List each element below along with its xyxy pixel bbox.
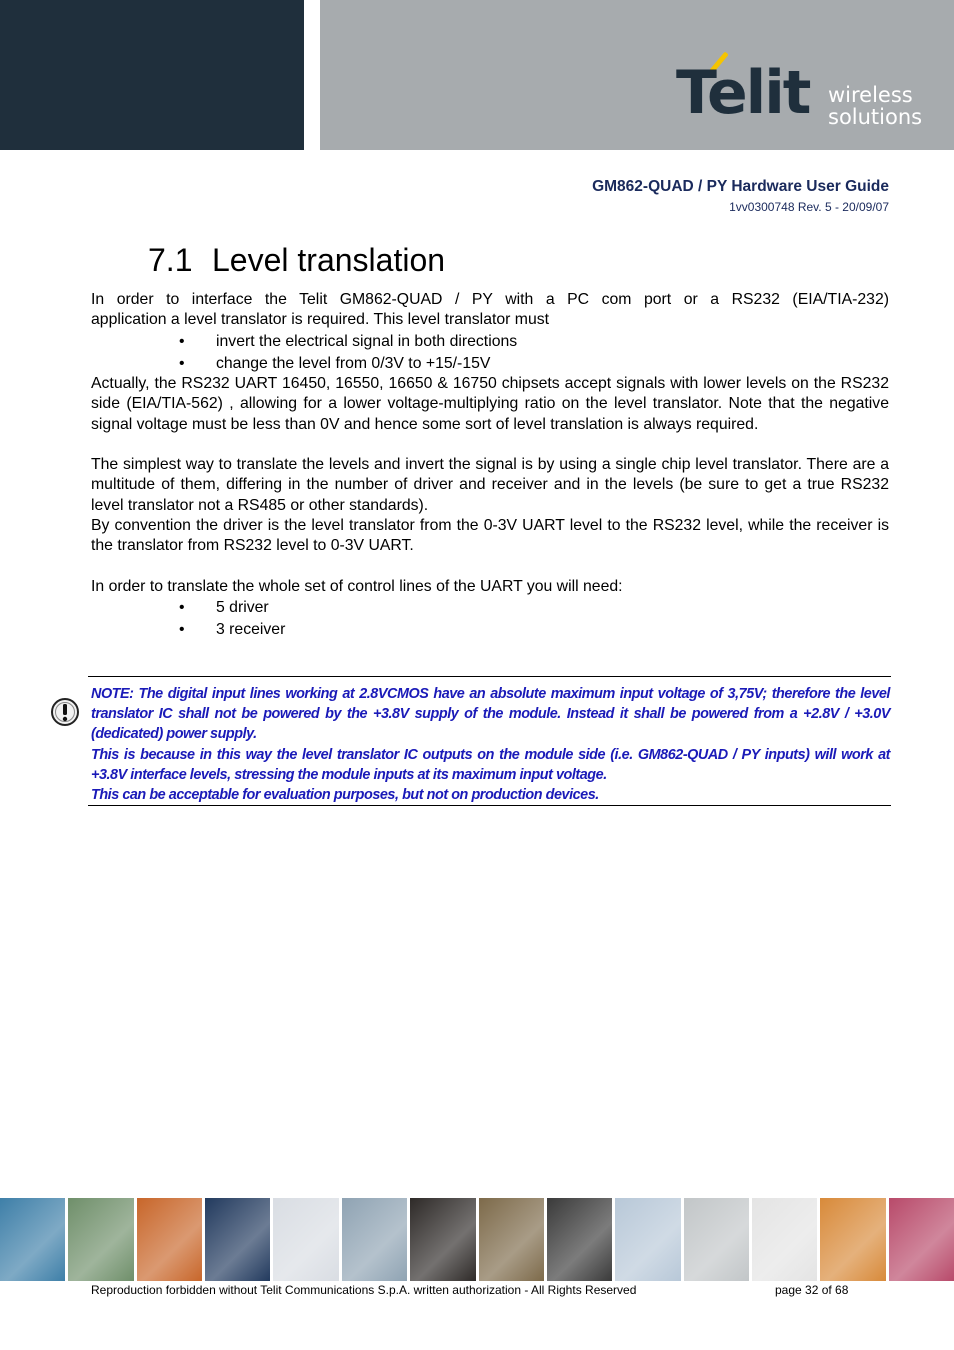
footer-photo-tile [410,1198,475,1281]
paragraph-single-chip: The simplest way to translate the levels and invert the signal is by using a single chip level translator. There are a multitude of them, differing in the number of driver and receiver and in the levels (be sure to get a true RS232 level translator not a RS485 or other standards). [91,456,889,514]
section-heading [148,242,445,279]
footer-photo-tile [205,1198,270,1281]
document-revision: 1vv0300748 Rev. 5 - 20/09/07 [729,200,889,214]
footer-photo-tile [273,1198,338,1281]
list-item: • 3 receiver [179,620,286,638]
footer-photo-tile [889,1198,954,1281]
footer-photo-tile [479,1198,544,1281]
telit-logo [676,48,936,138]
paragraph-control-lines: In order to translate the whole set of control lines of the UART you will need: [91,578,623,595]
component-list [91,597,889,640]
footer-photo-tile [68,1198,133,1281]
page-number: page 32 of 68 [775,1283,849,1297]
section-title-text: Level translation [212,242,446,278]
footer-photo-tile [752,1198,817,1281]
intro-paragraph: In order to interface the Telit GM862-QUAD / PY with a PC com port or a RS232 (EIA/TIA-232) application a level translator is required. This level translator must [91,291,889,329]
footer-photo-tile [137,1198,202,1281]
note-text-2: This is because in this way the level translator IC outputs on the module side (i.e. GM862-QUAD / PY inputs) will work at +3.8V interface levels, stressing the module inputs at its maximum input voltage. [91,746,890,783]
footer-photo-tile [547,1198,612,1281]
note-text-1: NOTE: The digital input lines working at 2.8VCMOS have an absolute maximum input voltage of 3,75V; therefore the level translator IC shall not be powered by the +3.8V supply of the module. Instead it shall be powered from a +2.8V / +3.0V (dedicated) power supply. [91,686,890,743]
paragraph-driver-receiver: By convention the driver is the level translator from the 0-3V UART level to the RS232 level, while the receiver is the translator from RS232 level to 0-3V UART. [91,517,889,555]
section-number: 7.1 [148,242,193,278]
list-item: • change the level from 0/3V to +15/-15V [179,354,491,372]
footer-copyright: Reproduction forbidden without Telit Communications S.p.A. written authorization - All Rights Reserved [91,1283,637,1297]
logo-tagline: wireless solutions [828,83,923,129]
warning-exclamation-icon [50,697,80,727]
paragraph-uart-chipsets: Actually, the RS232 UART 16450, 16550, 16650 & 16750 chipsets accept signals with lower levels on the RS232 side (EIA/TIA-562) , allowing for a lower voltage-multiplying ratio on the level translator. Note that the negative signal voltage must be less than 0V and hence some sort of level translation is always required. [91,375,889,433]
document-title: GM862-QUAD / PY Hardware User Guide [592,178,889,195]
footer-photo-tile [342,1198,407,1281]
footer-image-strip [0,1198,954,1281]
footer-photo-tile [684,1198,749,1281]
list-item: • 5 driver [179,599,269,616]
note-top-rule [88,676,891,677]
footer-photo-tile [820,1198,885,1281]
note-box [91,684,890,805]
footer-photo-tile [615,1198,680,1281]
requirement-list [91,331,889,374]
header-banner-dark [0,0,304,150]
logo-wordmark: Telit [676,58,810,128]
note-bottom-rule [88,805,891,806]
list-item: • invert the electrical signal in both directions [179,333,518,350]
footer-photo-tile [0,1198,65,1281]
note-text-3: This can be acceptable for evaluation purposes, but not on production devices. [91,787,599,804]
